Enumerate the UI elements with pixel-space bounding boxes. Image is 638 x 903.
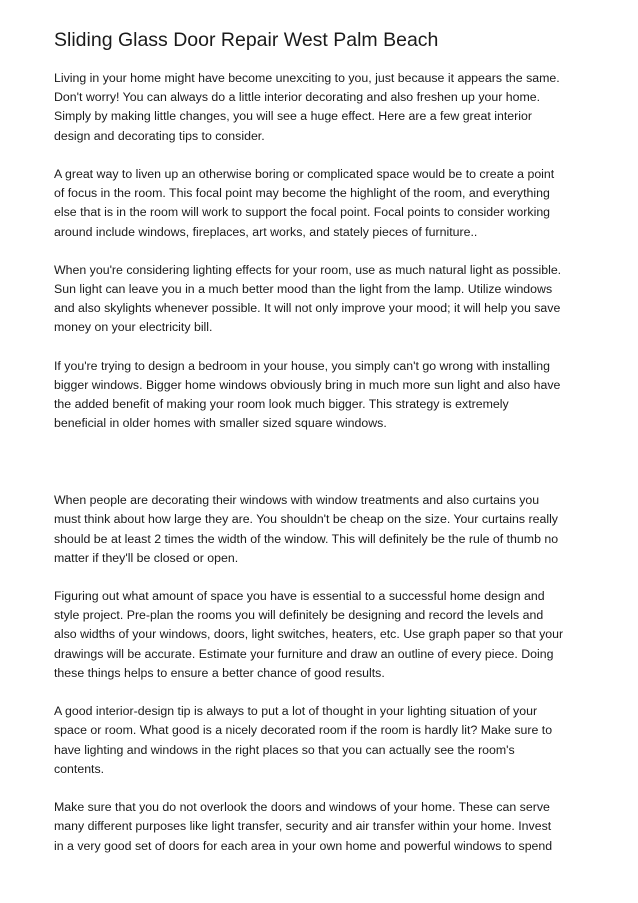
text-line: Figuring out what amount of space you have is essential to a successful home design and <box>54 589 545 604</box>
paragraph-spacer <box>54 146 594 165</box>
text-line: design and decorating tips to consider. <box>54 128 265 143</box>
paragraph-spacer <box>54 779 594 798</box>
section-spacer <box>54 434 594 492</box>
paragraph-space-planning <box>54 587 594 683</box>
text-line: When people are decorating their windows with window treatments and also curtains you <box>54 493 540 508</box>
text-line: If you're trying to design a bedroom in your house, you simply can't go wrong with installing <box>54 358 550 373</box>
paragraph-spacer <box>54 683 594 702</box>
text-line: matter if they'll be closed or open. <box>54 550 239 565</box>
text-line: beneficial in older homes with smaller sized square windows. <box>54 416 387 431</box>
paragraph-lighting-tip <box>54 702 594 779</box>
text-line: and also skylights whenever possible. It will not only improve your mood; it will help you save <box>54 301 561 316</box>
text-line: Sun light can leave you in a much better mood than the light from the lamp. Utilize windows <box>54 282 553 297</box>
text-line: style project. Pre-plan the rooms you will definitely be designing and record the levels and <box>54 608 544 623</box>
text-line: drawings will be accurate. Estimate your furniture and draw an outline of every piece. Doing <box>54 646 554 661</box>
text-line: money on your electricity bill. <box>54 320 213 335</box>
text-line: many different purposes like light transfer, security and air transfer within your home. Invest <box>54 819 552 834</box>
document-body <box>54 69 594 856</box>
paragraph-spacer <box>54 338 594 357</box>
paragraph-bedroom <box>54 357 594 434</box>
text-line: bigger windows. Bigger home windows obviously bring in much more sun light and also have <box>54 378 561 392</box>
text-line: When you're considering lighting effects for your room, use as much natural light as possible. <box>54 262 562 277</box>
text-line: of focus in the room. This focal point may become the highlight of the room, and everything <box>54 186 550 201</box>
text-line: space or room. What good is a nicely decorated room if the room is hardly lit? Make sure to <box>54 723 553 738</box>
paragraph-spacer <box>54 568 594 587</box>
text-line: Make sure that you do not overlook the doors and windows of your home. These can serve <box>54 800 550 815</box>
text-line: A great way to liven up an otherwise boring or complicated space would be to create a point <box>54 166 555 181</box>
text-line: have lighting and windows in the right places so that you can actually see the room's <box>54 742 515 757</box>
text-line: the added benefit of making your room look much bigger. This strategy is extremely <box>54 397 509 412</box>
text-line: Don't worry! You can always do a little interior decorating and also freshen up your home. <box>54 90 541 105</box>
document-title: Sliding Glass Door Repair West Palm Beach <box>54 29 439 51</box>
paragraph-doors-windows <box>54 798 594 856</box>
paragraph-spacer <box>54 242 594 261</box>
text-line: else that is in the room will work to support the focal point. Focal points to consider working <box>54 205 551 220</box>
text-line: must think about how large they are. You shouldn't be cheap on the size. Your curtains really <box>54 512 558 527</box>
paragraph-curtains <box>54 491 594 568</box>
text-line: also widths of your windows, doors, light switches, heaters, etc. Use graph paper so that your <box>54 627 564 642</box>
paragraph-intro <box>54 69 594 146</box>
text-line: these things helps to ensure a better chance of good results. <box>54 665 385 680</box>
text-line: in a very good set of doors for each area in your own home and powerful windows to spend <box>54 838 553 853</box>
text-line: A good interior-design tip is always to put a lot of thought in your lighting situation of your <box>54 704 538 719</box>
text-line: Simply by making little changes, you will see a huge effect. Here are a few great interior <box>54 109 532 124</box>
paragraph-lighting <box>54 261 594 338</box>
text-line: Living in your home might have become unexciting to you, just because it appears the same. <box>54 71 560 85</box>
text-line: contents. <box>54 761 105 776</box>
paragraph-focal-point <box>54 165 594 242</box>
text-line: should be at least 2 times the width of the window. This will definitely be the rule of thumb no <box>54 531 559 546</box>
text-line: around include windows, fireplaces, art works, and stately pieces of furniture.. <box>54 224 478 239</box>
